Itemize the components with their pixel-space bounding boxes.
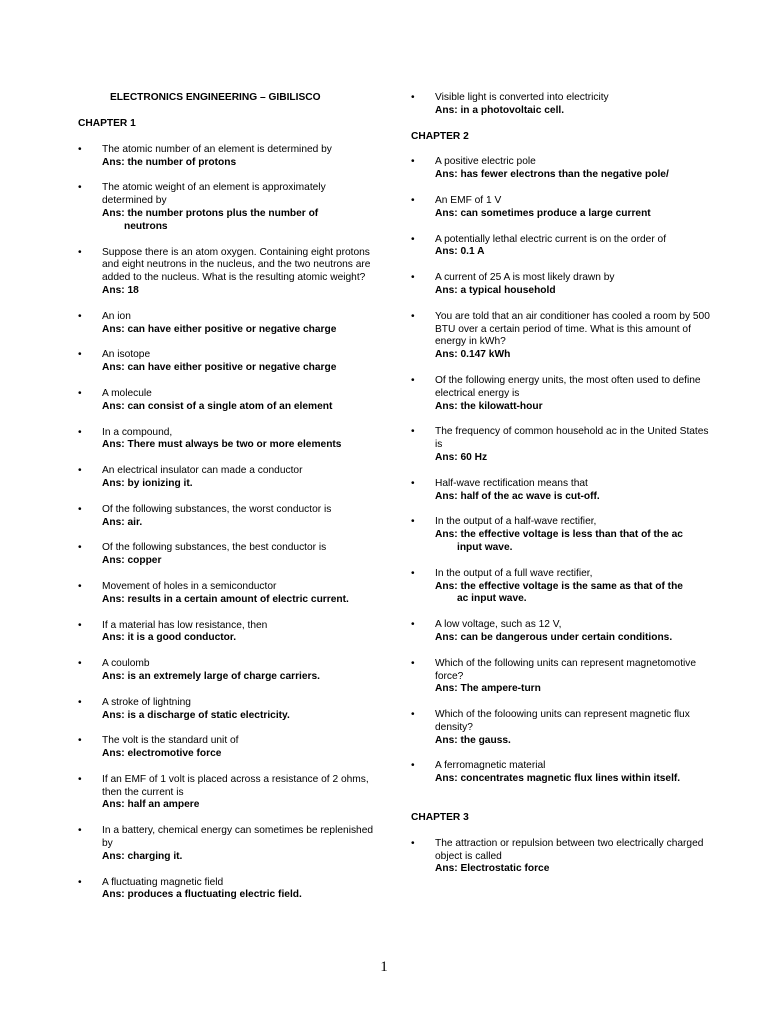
answer-text: Ans: can consist of a single atom of an element — [102, 400, 333, 412]
question-text: In a battery, chemical energy can sometimes be replenished by — [102, 825, 374, 850]
answer-text — [435, 529, 711, 555]
bullet-icon: • — [411, 516, 415, 528]
answer-text: Ans: can have either positive or negative charge — [102, 362, 337, 374]
bullet-icon: • — [411, 374, 415, 386]
bullet-icon: • — [78, 426, 82, 438]
bullet-icon: • — [78, 465, 82, 477]
question-text: A current of 25 A is most likely drawn by — [435, 272, 615, 284]
answer-text: Ans: can sometimes produce a large current — [435, 207, 651, 219]
answer-text: Ans: half of the ac wave is cut-off. — [435, 490, 600, 502]
answer-text: Ans: the number of protons — [102, 156, 237, 168]
question-text: An electrical insulator can made a conductor — [102, 465, 303, 477]
answer-text: Ans: can have either positive or negative charge — [102, 323, 337, 335]
bullet-icon: • — [78, 503, 82, 515]
question-text: The atomic number of an element is determined by — [102, 143, 332, 155]
question-text: The volt is the standard unit of — [102, 735, 239, 747]
bullet-icon: • — [411, 657, 415, 669]
list-item — [78, 182, 378, 233]
list-item — [411, 838, 711, 876]
answer-line: Ans: the number protons plus the number of — [102, 207, 319, 219]
list-item — [78, 504, 378, 530]
list-item — [411, 234, 711, 260]
answer-text: Ans: 0.1 A — [435, 246, 485, 258]
answer-text: Ans: the kilowatt-hour — [435, 400, 543, 412]
question-text: If an EMF of 1 volt is placed across a resistance of 2 ohms, then the current is — [102, 773, 369, 798]
right-column — [411, 92, 711, 876]
answer-continuation: input wave. — [457, 541, 513, 553]
list-item — [78, 735, 378, 761]
answer-text: Ans: can be dangerous under certain conditions. — [435, 631, 673, 643]
list-item — [78, 620, 378, 646]
list-item — [411, 156, 711, 182]
bullet-icon: • — [411, 567, 415, 579]
answer-text: Ans: 18 — [102, 284, 139, 296]
list-item — [411, 92, 711, 118]
list-item — [78, 542, 378, 568]
question-text: A molecule — [102, 387, 152, 399]
question-text: A potentially lethal electric current is on the order of — [435, 233, 667, 245]
bullet-icon: • — [411, 272, 415, 284]
answer-text — [435, 581, 711, 607]
list-item — [411, 619, 711, 645]
answer-text: Ans: a typical household — [435, 284, 556, 296]
answer-continuation: ac input wave. — [457, 593, 527, 605]
list-item — [78, 311, 378, 337]
bullet-icon: • — [78, 143, 82, 155]
list-item — [78, 427, 378, 453]
bullet-icon: • — [411, 92, 415, 103]
chapter-2-heading: CHAPTER 2 — [411, 130, 469, 142]
question-text: If a material has low resistance, then — [102, 619, 268, 631]
question-text: You are told that an air conditioner has cooled a room by 500 BTU over a certain period of time. What is this amount of energy in kWh? — [435, 310, 710, 348]
page-number: 1 — [380, 959, 388, 975]
question-text: In the output of a full wave rectifier, — [435, 567, 593, 579]
bullet-icon: • — [411, 477, 415, 489]
list-item — [411, 516, 711, 554]
question-text: An ion — [102, 310, 131, 322]
question-text: Of the following substances, the worst conductor is — [102, 503, 332, 515]
bullet-icon: • — [78, 619, 82, 631]
answer-text: Ans: produces a fluctuating electric field. — [102, 889, 302, 901]
list-item — [78, 825, 378, 863]
answer-text: Ans: by ionizing it. — [102, 477, 193, 489]
answer-text: Ans: There must always be two or more elements — [102, 439, 342, 451]
bullet-icon: • — [411, 310, 415, 322]
bullet-icon: • — [411, 426, 415, 438]
bullet-icon: • — [411, 709, 415, 721]
answer-text: Ans: the gauss. — [435, 734, 511, 746]
answer-text: Ans: has fewer electrons than the negative pole/ — [435, 169, 669, 181]
answer-text: Ans: is a discharge of static electricity. — [102, 709, 290, 721]
answer-text: Ans: is an extremely large of charge carriers. — [102, 670, 321, 682]
answer-line: Ans: the effective voltage is less than that of the ac — [435, 529, 683, 541]
answer-text: Ans: it is a good conductor. — [102, 632, 237, 644]
answer-text: Ans: copper — [102, 555, 162, 567]
list-item — [78, 247, 378, 298]
question-text: Which of the foloowing units can represent magnetic flux density? — [435, 709, 690, 733]
list-item — [411, 272, 711, 298]
bullet-icon: • — [78, 580, 82, 592]
list-item — [78, 465, 378, 491]
question-text: A fluctuating magnetic field — [102, 876, 224, 888]
bullet-icon: • — [78, 658, 82, 670]
bullet-icon: • — [78, 349, 82, 361]
list-item — [78, 581, 378, 607]
bullet-icon: • — [411, 760, 415, 772]
bullet-icon: • — [411, 233, 415, 245]
bullet-icon: • — [78, 246, 82, 258]
bullet-icon: • — [78, 387, 82, 399]
list-item — [411, 311, 711, 362]
question-text: Which of the following units can represent magnetomotive force? — [435, 657, 697, 682]
list-item — [411, 195, 711, 221]
question-text: Visible light is converted into electricity — [435, 92, 609, 103]
answer-text: Ans: in a photovoltaic cell. — [435, 104, 565, 116]
list-item — [78, 349, 378, 375]
answer-line: Ans: the effective voltage is the same as that of the — [435, 580, 683, 592]
question-text: An EMF of 1 V — [435, 194, 502, 206]
question-text: The atomic weight of an element is approximately determined by — [102, 182, 326, 207]
bullet-icon: • — [78, 696, 82, 708]
list-item — [411, 760, 711, 786]
question-text: Of the following energy units, the most often used to define electrical energy is — [435, 374, 701, 399]
answer-text — [102, 208, 378, 234]
list-item — [411, 658, 711, 696]
question-text: In the output of a half-wave rectifier, — [435, 516, 597, 528]
question-text: A coulomb — [102, 658, 150, 670]
bullet-icon: • — [78, 182, 82, 194]
question-text: Of the following substances, the best conductor is — [102, 542, 327, 554]
question-text: A ferromagnetic material — [435, 760, 546, 772]
question-text: An isotope — [102, 349, 151, 361]
bullet-icon: • — [78, 542, 82, 554]
question-text: The attraction or repulsion between two electrically charged object is called — [435, 837, 704, 862]
list-item — [78, 388, 378, 414]
left-column — [78, 92, 378, 902]
list-item — [78, 144, 378, 170]
question-text: A stroke of lightning — [102, 696, 191, 708]
question-text: Half-wave rectification means that — [435, 477, 588, 489]
chapter-1-heading: CHAPTER 1 — [78, 118, 136, 129]
list-item — [411, 568, 711, 606]
bullet-icon: • — [78, 310, 82, 322]
question-text: In a compound, — [102, 426, 173, 438]
question-text: A low voltage, such as 12 V, — [435, 619, 562, 631]
list-item — [78, 697, 378, 723]
list-item — [78, 658, 378, 684]
question-text: Suppose there is an atom oxygen. Containing eight protons and eight neutrons in the nucleus, and the two neutrons are added to the nucleus. What is the resulting atomic weight? — [102, 246, 371, 284]
question-text: Movement of holes in a semiconductor — [102, 580, 277, 592]
list-item — [411, 709, 711, 747]
bullet-icon: • — [78, 735, 82, 747]
answer-text: Ans: air. — [102, 516, 143, 528]
answer-text: Ans: results in a certain amount of electric current. — [102, 593, 349, 605]
bullet-icon: • — [78, 773, 82, 785]
list-item — [78, 877, 378, 903]
bullet-icon: • — [411, 156, 415, 168]
question-text: The frequency of common household ac in the United States is — [435, 426, 709, 451]
list-item — [78, 774, 378, 812]
answer-text: Ans: half an ampere — [102, 799, 200, 811]
answer-continuation: neutrons — [124, 220, 168, 232]
list-item — [411, 375, 711, 413]
bullet-icon: • — [78, 876, 82, 888]
bullet-icon: • — [411, 837, 415, 849]
answer-text: Ans: 0.147 kWh — [435, 349, 511, 361]
answer-text: Ans: concentrates magnetic flux lines within itself. — [435, 773, 681, 785]
answer-text: Ans: The ampere-turn — [435, 683, 541, 695]
answer-text: Ans: 60 Hz — [435, 451, 488, 463]
answer-text: Ans: Electrostatic force — [435, 863, 550, 875]
answer-text: Ans: electromotive force — [102, 748, 222, 760]
answer-text: Ans: charging it. — [102, 850, 183, 862]
chapter-3-heading: CHAPTER 3 — [411, 812, 469, 824]
bullet-icon: • — [411, 619, 415, 631]
question-text: A positive electric pole — [435, 156, 536, 168]
bullet-icon: • — [78, 825, 82, 837]
list-item — [411, 478, 711, 504]
bullet-icon: • — [411, 194, 415, 206]
document-title: ELECTRONICS ENGINEERING – GIBILISCO — [110, 92, 321, 103]
list-item — [411, 426, 711, 464]
